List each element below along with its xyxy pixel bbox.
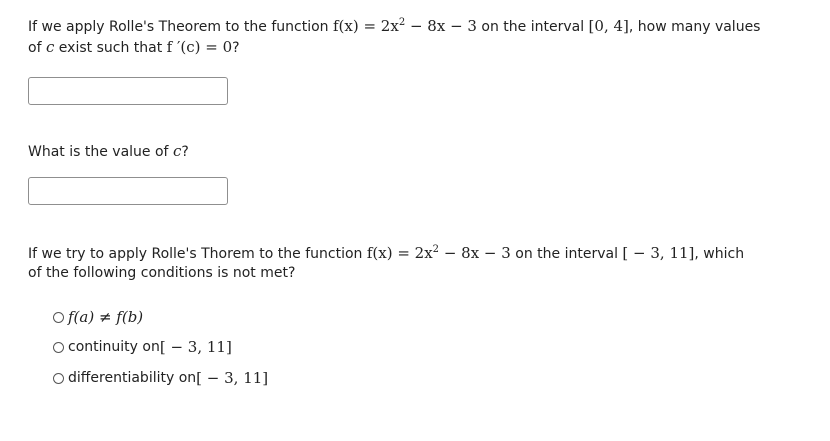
function-lhs: f(x) = 2x xyxy=(332,17,399,35)
radio-button[interactable] xyxy=(53,342,64,353)
question-1-line-1 xyxy=(28,16,760,37)
question-text: on the interval xyxy=(476,19,589,35)
answer-input-count[interactable] xyxy=(28,77,228,105)
option-differentiability[interactable] xyxy=(53,368,268,388)
option-label: continuity on xyxy=(68,339,160,355)
option-label: differentiability on xyxy=(68,370,197,386)
question-text: ? xyxy=(181,144,189,160)
function-expression xyxy=(333,17,477,35)
question-text: If we try to apply Rolle's Thorem to the function xyxy=(28,246,367,262)
interval-expression: [ − 3, 11] xyxy=(622,244,695,262)
question-text: exist such that xyxy=(54,40,167,56)
function-rest: − 8x − 3 xyxy=(405,17,477,35)
question-3-line-1 xyxy=(28,243,744,264)
derivative-expression: f ′(c) = 0 xyxy=(166,38,233,56)
function-rest: − 8x − 3 xyxy=(439,244,511,262)
radio-button[interactable] xyxy=(53,312,64,323)
option-math: [ − 3, 11] xyxy=(196,369,269,387)
radio-button[interactable] xyxy=(53,373,64,384)
question-text: If we apply Rolle's Theorem to the function xyxy=(28,19,333,35)
exponent: 2 xyxy=(398,17,406,28)
answer-input-c-value[interactable] xyxy=(28,177,228,205)
exponent: 2 xyxy=(432,244,440,255)
question-3-line-2: of the following conditions is not met? xyxy=(28,265,296,281)
question-text: , which xyxy=(694,246,745,262)
option-math: [ − 3, 11] xyxy=(159,338,232,356)
question-text: ? xyxy=(232,40,240,56)
option-continuity[interactable] xyxy=(53,337,232,357)
option-f-a-not-equal-f-b[interactable] xyxy=(53,307,143,327)
interval-expression: [0, 4] xyxy=(588,17,629,35)
question-text: What is the value of xyxy=(28,144,173,160)
question-text: on the interval xyxy=(510,246,623,262)
question-1-line-2 xyxy=(28,37,240,58)
question-2 xyxy=(28,141,189,162)
variable-c: c xyxy=(45,38,55,56)
variable-c: c xyxy=(172,142,182,160)
option-math: f(a) ≠ f(b) xyxy=(68,308,144,326)
question-text: , how many values xyxy=(628,19,761,35)
function-lhs: f(x) = 2x xyxy=(366,244,433,262)
function-expression xyxy=(367,244,511,262)
question-text: of xyxy=(28,40,46,56)
